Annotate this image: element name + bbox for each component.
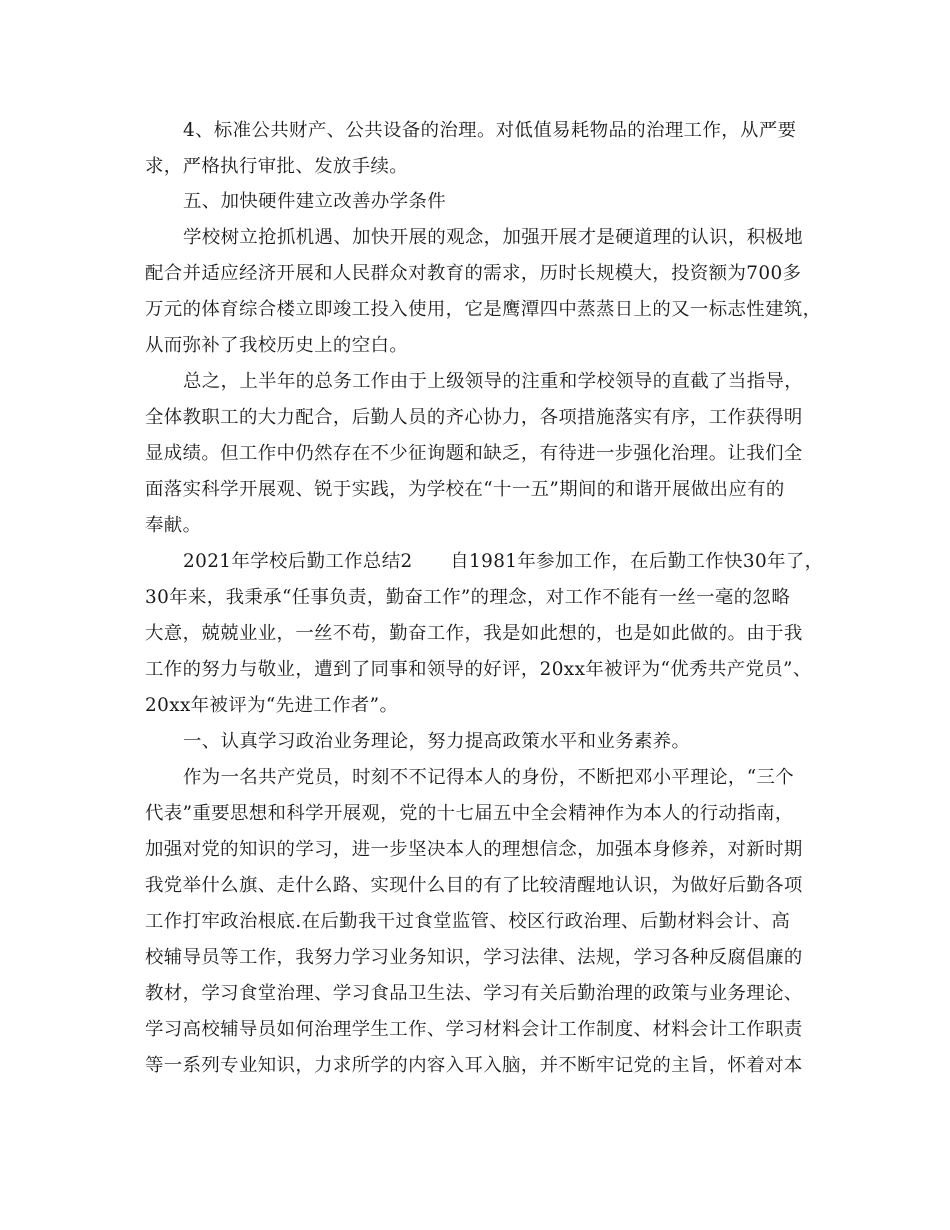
text-line: 20xx年被评为“先进工作者”。 bbox=[145, 695, 399, 716]
text-line: 学习高校辅导员如何治理学生工作、学习材料会计工作制度、材料会计工作职责 bbox=[145, 1019, 803, 1040]
text-line: 代表”重要思想和科学开展观，党的十七届五中全会精神作为本人的行动指南， bbox=[145, 803, 794, 824]
text-line: 校辅导员等工作，我努力学习业务知识，学习法律、法规，学习各种反腐倡廉的 bbox=[145, 947, 803, 968]
text-line: 等一系列专业知识，力求所学的内容入耳入脑，并不断牢记党的主旨，怀着对本 bbox=[145, 1055, 803, 1076]
text-line: 大意，兢兢业业，一丝不苟，勤奋工作，我是如此想的，也是如此做的。由于我 bbox=[145, 623, 803, 644]
text-line: 教材，学习食堂治理、学习食品卫生法、学习有关后勤治理的政策与业务理论、 bbox=[145, 983, 803, 1004]
text-line: 2021年学校后勤工作总结2 自1981年参加工作，在后勤工作快30年了， bbox=[183, 551, 824, 572]
text-line: 显成绩。但工作中仍然存在不少征询题和缺乏，有待进一步强化治理。让我们全 bbox=[145, 443, 803, 464]
text-line: 加强对党的知识的学习，进一步坚决本人的理想信念，加强本身修养，对新时期 bbox=[145, 839, 803, 860]
text-line: 全体教职工的大力配合，后勤人员的齐心协力，各项措施落实有序，工作获得明 bbox=[145, 407, 803, 428]
text-line: 总之，上半年的总务工作由于上级领导的注重和学校领导的直截了当指导， bbox=[183, 371, 804, 392]
text-line: 配合并适应经济开展和人民群众对教育的需求，历时长规模大，投资额为700多 bbox=[145, 263, 802, 284]
text-line: 奉献。 bbox=[145, 515, 202, 536]
text-line: 求，严格执行审批、发放手续。 bbox=[145, 156, 409, 177]
text-line: 工作的努力与敬业，遭到了同事和领导的好评，20xx年被评为“优秀共产党员”、 bbox=[145, 659, 812, 680]
section-heading: 五、加快硬件建立改善办学条件 bbox=[183, 191, 447, 212]
section-heading: 一、认真学习政治业务理论，努力提高政策水平和业务素养。 bbox=[183, 731, 691, 752]
text-line: 万元的体育综合楼立即竣工投入使用，它是鹰潭四中蒸蒸日上的又一标志性建筑， bbox=[145, 299, 822, 320]
text-line: 从而弥补了我校历史上的空白。 bbox=[145, 335, 409, 356]
text-line: 面落实科学开展观、锐于实践，为学校在“十一五”期间的和谐开展做出应有的 bbox=[145, 479, 785, 500]
text-line: 作为一名共产党员，时刻不不记得本人的身份，不断把邓小平理论，“三个 bbox=[183, 767, 795, 788]
text-line: 4、标准公共财产、公共设备的治理。对低值易耗物品的治理工作，从严要 bbox=[183, 120, 797, 141]
text-line: 30年来，我秉承“任事负责，勤奋工作”的理念，对工作不能有一丝一毫的忽略 bbox=[145, 587, 791, 608]
text-line: 学校树立抢抓机遇、加快开展的观念，加强开展才是硬道理的认识，积极地 bbox=[183, 227, 804, 248]
text-line: 工作打牢政治根底.在后勤我干过食堂监管、校区行政治理、后勤材料会计、高 bbox=[145, 911, 791, 932]
text-line: 我党举什么旗、走什么路、实现什么目的有了比较清醒地认识，为做好后勤各项 bbox=[145, 875, 803, 896]
